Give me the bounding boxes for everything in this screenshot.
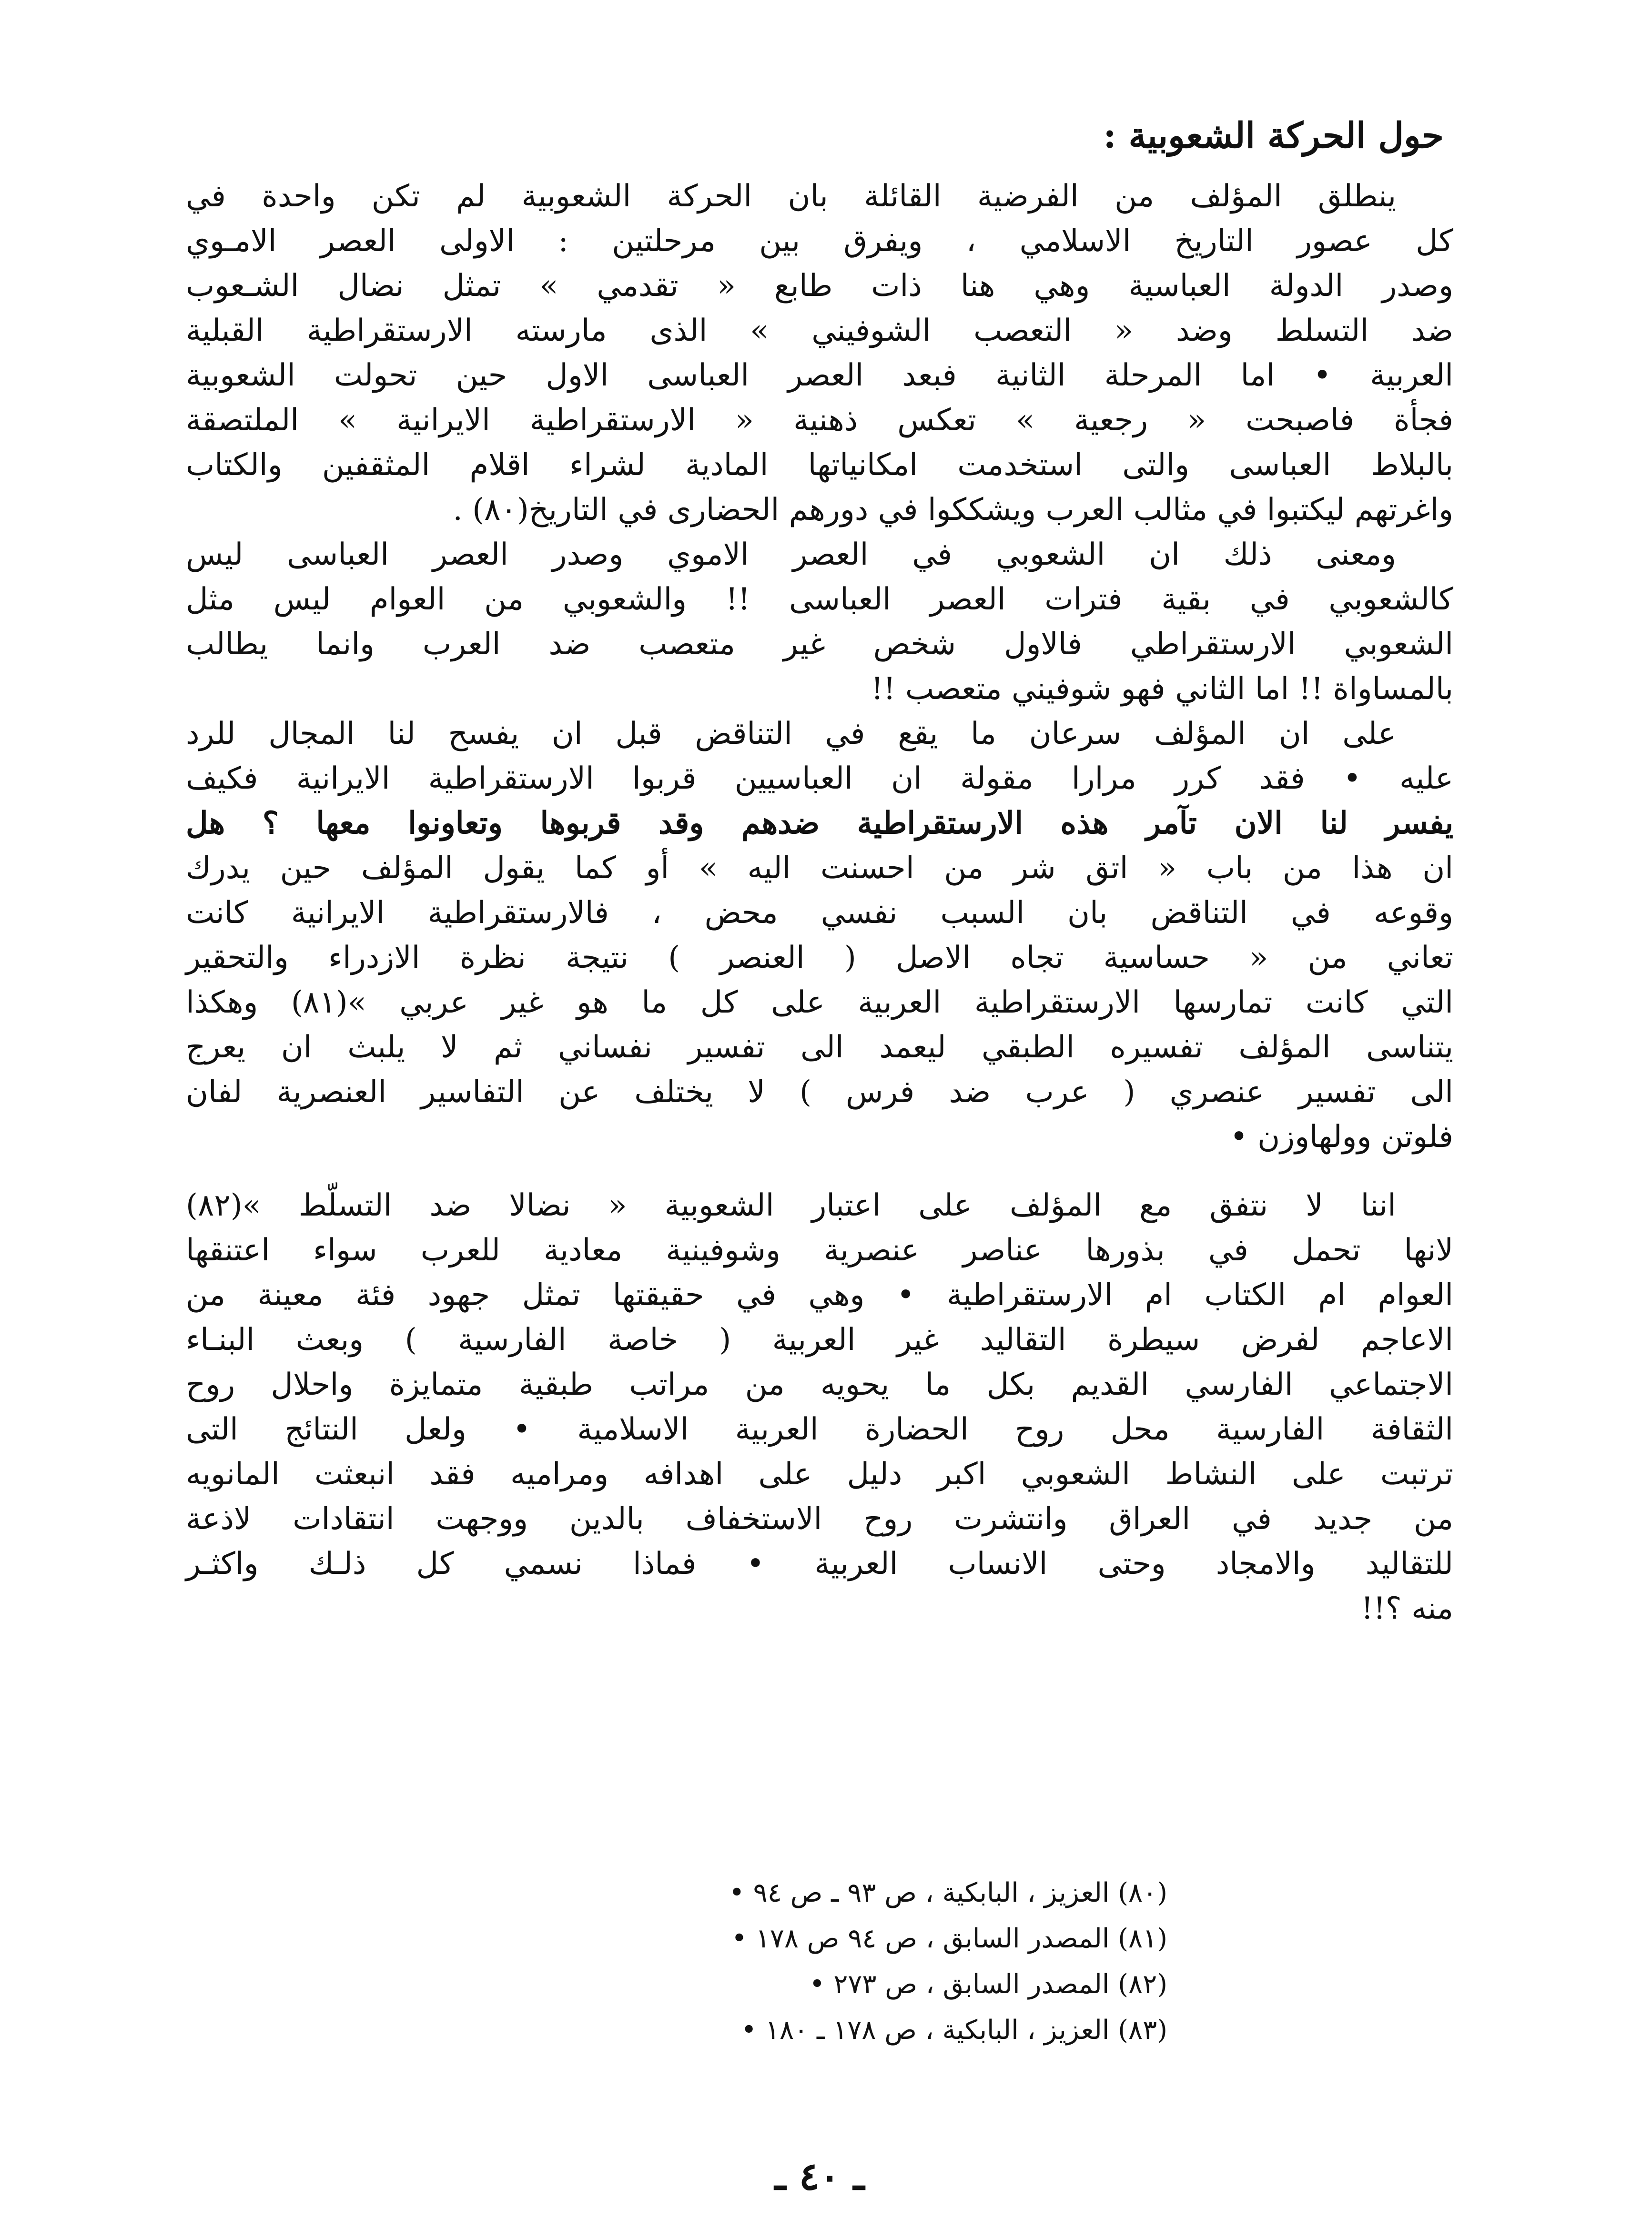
text-line: فلوتن وولهاوزن • xyxy=(1230,1119,1453,1155)
text-line: الاجتماعي الفارسي القديم بكل ما يحويه من مراتب طبقية متمايزة واحلال روح xyxy=(186,1367,1454,1402)
text-line: العوام ام الكتاب ام الارستقراطية • وهي في حقيقتها تمثل جهود فئة معينة من xyxy=(186,1277,1453,1313)
text-line: منه ؟!! xyxy=(1361,1591,1453,1626)
text-line: للتقاليد والامجاد وحتى الانساب العربية • فماذا نسمي كل ذلـك واكثـر xyxy=(186,1546,1453,1581)
text-line: تعاني من « حساسية تجاه الاصل ( العنصر ) نتيجة نظرة الازدراء والتحقير xyxy=(186,940,1454,975)
text-line: وصدر الدولة العباسية وهي هنا ذات طابع « تقدمي » تمثل نضال الشـعوب xyxy=(186,268,1453,304)
text-line: كالشعوبي في بقية فترات العصر العباسى !! والشعوبي من العوام ليس مثل xyxy=(186,582,1453,617)
text-line: على ان المؤلف سرعان ما يقع في التناقض قبل ان يفسح لنا المجال للرد xyxy=(186,716,1397,751)
footnote: (٨٣) العزيز ، البابكية ، ص ١٧٨ ـ ١٨٠ • xyxy=(741,2015,1167,2046)
text-line: ان هذا من باب « اتق شر من احسنت اليه » أو كما يقول المؤلف حين يدرك xyxy=(186,851,1453,886)
footnote: (٨١) المصدر السابق ، ص ٩٤ ص ١٧٨ • xyxy=(731,1923,1167,1954)
text-line: كل عصور التاريخ الاسلامي ، ويفرق بين مرحلتين : الاولى العصر الامـوي xyxy=(186,223,1454,259)
text-line: الاعاجم لفرض سيطرة التقاليد غير العربية ( خاصة الفارسية ) وبعث البنـاء xyxy=(186,1322,1453,1358)
text-line: ينطلق المؤلف من الفرضية القائلة بان الحركة الشعوبية لم تكن واحدة في xyxy=(186,179,1397,214)
paragraph-4 xyxy=(186,1183,1453,1631)
paragraph-3 xyxy=(186,711,1453,1159)
paragraph-1 xyxy=(186,174,1453,532)
text-line: الثقافة الفارسية محل روح الحضارة العربية الاسلامية • ولعل النتائج التى xyxy=(186,1412,1454,1447)
footnote: (٨٠) العزيز ، البابكية ، ص ٩٣ ـ ص ٩٤ • xyxy=(729,1877,1167,1908)
section-heading: حول الحركة الشعوبية : xyxy=(1103,115,1444,156)
text-line: ضد التسلط وضد « التعصب الشوفيني » الذى مارسته الارستقراطية القبلية xyxy=(186,313,1453,348)
footnote: (٨٢) المصدر السابق ، ص ٢٧٣ • xyxy=(809,1969,1167,2000)
text-line: من جديد في العراق وانتشرت روح الاستخفاف بالدين ووجهت انتقادات لاذعة xyxy=(186,1501,1453,1537)
text-line: ترتبت على النشاط الشعوبي اكبر دليل على اهدافه ومراميه فقد انبعثت المانويه xyxy=(186,1457,1453,1492)
text-line: الشعوبي الارستقراطي فالاول شخص غير متعصب ضد العرب وانما يطالب xyxy=(186,627,1453,662)
text-line: لانها تحمل في بذورها عناصر عنصرية وشوفينية معادية للعرب سواء اعتنقها xyxy=(186,1233,1453,1268)
text-line: ومعنى ذلك ان الشعوبي في العصر الاموي وصدر العصر العباسى ليس xyxy=(186,537,1396,572)
text-line: فجأة فاصبحت « رجعية » تعكس ذهنية « الارستقراطية الايرانية » الملتصقة xyxy=(186,403,1453,438)
footnotes xyxy=(500,1870,1167,2053)
page-number: ـ ٤٠ ـ xyxy=(774,2154,865,2199)
paragraph-2 xyxy=(186,532,1453,711)
book-page xyxy=(186,107,1453,2204)
text-line: يتناسى المؤلف تفسيره الطبقي ليعمد الى تفسير نفساني ثم لا يلبث ان يعرج xyxy=(186,1030,1453,1065)
text-line: واغرتهم ليكتبوا في مثالب العرب ويشككوا في دورهم الحضارى في التاريخ(٨٠) . xyxy=(453,492,1453,527)
text-line: العربية • اما المرحلة الثانية فبعد العصر العباسى الاول حين تحولت الشعوبية xyxy=(186,358,1453,393)
text-line: اننا لا نتفق مع المؤلف على اعتبار الشعوبية « نضالا ضد التسلّط »(٨٢) xyxy=(186,1188,1396,1223)
text-line: الى تفسير عنصري ( عرب ضد فرس ) لا يختلف عن التفاسير العنصرية لفان xyxy=(186,1074,1453,1110)
text-line: عليه • فقد كرر مرارا مقولة ان العباسيين قربوا الارستقراطية الايرانية فكيف xyxy=(186,761,1453,796)
text-line: التي كانت تمارسها الارستقراطية العربية على كل ما هو غير عربي »(٨١) وهكذا xyxy=(186,985,1454,1020)
text-line: بالمساواة !! اما الثاني فهو شوفيني متعصب !! xyxy=(871,671,1453,707)
text-line: بالبلاط العباسى والتى استخدمت امكانياتها المادية لشراء اقلام المثقفين والكتاب xyxy=(186,447,1453,483)
text-line: وقوعه في التناقض بان السبب نفسي محض ، فالارستقراطية الايرانية كانت xyxy=(186,895,1453,931)
text-line-bold: يفسر لنا الان تآمر هذه الارستقراطية ضدهم وقد قربوها وتعاونوا معها ؟ هل xyxy=(186,805,1453,841)
